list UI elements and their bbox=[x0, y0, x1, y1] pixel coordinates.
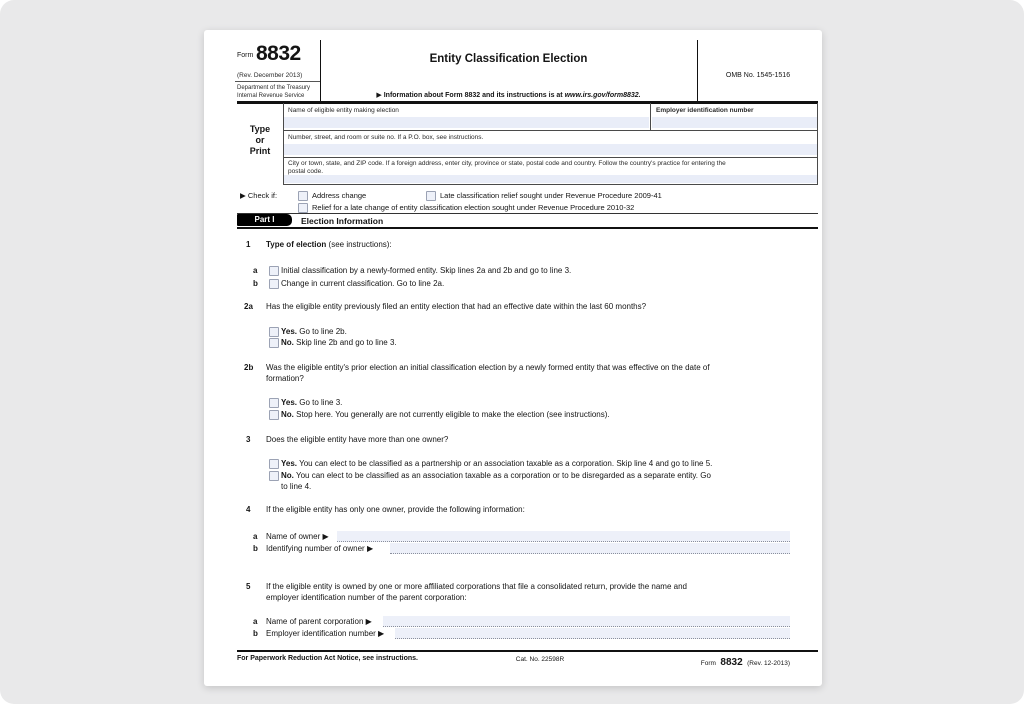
line2a-text: Has the eligible entity previously filed an entity election that had an effective date within the last 60 months? bbox=[266, 302, 647, 311]
part1-bottom-rule bbox=[237, 227, 818, 229]
line5a-letter: a bbox=[253, 617, 258, 626]
line2a-yes-rest: Go to line 2b. bbox=[297, 327, 347, 336]
city-label-line2: postal code. bbox=[288, 168, 324, 175]
header-divider-right bbox=[697, 40, 698, 102]
line2a-no-rest: Skip line 2b and go to line 3. bbox=[293, 338, 397, 347]
checkbox-late-change-relief[interactable] bbox=[298, 203, 308, 213]
city-input[interactable] bbox=[284, 175, 817, 183]
footer-form-word: Form bbox=[700, 660, 716, 667]
checkbox-1b-change-classification[interactable] bbox=[269, 279, 279, 289]
line2b-no-text bbox=[281, 410, 610, 420]
line4b-letter: b bbox=[253, 544, 258, 553]
type-or-print-line: Type bbox=[249, 124, 271, 134]
ein-cell-divider bbox=[650, 103, 651, 130]
info-banner-text: ▶ Information about Form 8832 and its instructions is at bbox=[376, 92, 563, 99]
parent-corporation-ein-input[interactable] bbox=[395, 628, 790, 639]
line2a-no-text bbox=[281, 338, 397, 348]
line3-yes-bold: Yes. bbox=[281, 459, 298, 468]
checkbox-2a-yes[interactable] bbox=[269, 327, 279, 337]
line5b-label: Employer identification number ▶ bbox=[266, 629, 385, 638]
part1-title: Election Information bbox=[301, 216, 384, 226]
ein-label: Employer identification number bbox=[656, 107, 754, 114]
late-relief-label: Late classification relief sought under Revenue Procedure 2009-41 bbox=[440, 191, 662, 200]
line1-text bbox=[266, 240, 392, 250]
line3-text: Does the eligible entity have more than one owner? bbox=[266, 435, 449, 444]
checkbox-3-yes[interactable] bbox=[269, 459, 279, 469]
line3-yes-rest: You can elect to be classified as a partnership or an association taxable as a corporation. Skip line 4 and go to line 5. bbox=[297, 459, 713, 468]
line1-number: 1 bbox=[246, 240, 251, 249]
checkbox-1a-initial-classification[interactable] bbox=[269, 266, 279, 276]
city-label-line1: City or town, state, and ZIP code. If a foreign address, enter city, province or state, postal code and country. Follow the country's practice for entering the bbox=[288, 160, 726, 167]
line2a-no-bold: No. bbox=[281, 338, 294, 347]
footer-catalog-number: Cat. No. 22598R bbox=[515, 656, 565, 663]
type-or-print-line: Print bbox=[249, 146, 271, 156]
form-word: Form bbox=[237, 52, 254, 59]
late-change-relief-label: Relief for a late change of entity classification election sought under Revenue Procedure 2010-32 bbox=[312, 203, 635, 212]
street-label: Number, street, and room or suite no. If a P.O. box, see instructions. bbox=[288, 134, 484, 141]
line3-no-rest: You can elect to be classified as an association taxable as a corporation or to be disregarded as a separate entity. Go bbox=[293, 471, 711, 480]
line4-number: 4 bbox=[246, 505, 251, 514]
line1a-letter: a bbox=[253, 266, 258, 275]
checkbox-2a-no[interactable] bbox=[269, 338, 279, 348]
info-banner-url: www.irs.gov/form8832. bbox=[564, 92, 641, 99]
line2b-text-line2: formation? bbox=[266, 374, 304, 383]
checkbox-late-classification-relief[interactable] bbox=[426, 191, 436, 201]
line4b-label: Identifying number of owner ▶ bbox=[266, 544, 374, 553]
line3-yes-text bbox=[281, 459, 712, 469]
line2a-yes-text bbox=[281, 327, 347, 337]
footer-notice: For Paperwork Reduction Act Notice, see instructions. bbox=[237, 655, 418, 662]
line2a-yes-bold: Yes. bbox=[281, 327, 298, 336]
form-title: Entity Classification Election bbox=[429, 53, 588, 65]
line2b-yes-bold: Yes. bbox=[281, 398, 298, 407]
line1b-letter: b bbox=[253, 279, 258, 288]
form-number: 8832 bbox=[256, 42, 301, 65]
type-or-print-line: or bbox=[255, 135, 265, 145]
parent-corporation-name-input[interactable] bbox=[383, 616, 790, 627]
footer-form-revision: (Rev. 12-2013) bbox=[747, 660, 790, 667]
type-or-print-label bbox=[237, 124, 283, 157]
line5-number: 5 bbox=[246, 582, 251, 591]
form-revision: (Rev. December 2013) bbox=[237, 72, 303, 79]
line4-text: If the eligible entity has only one owner, provide the following information: bbox=[266, 505, 525, 514]
ein-input[interactable] bbox=[652, 117, 817, 128]
line1a-text: Initial classification by a newly-formed entity. Skip lines 2a and 2b and go to line 3. bbox=[281, 266, 572, 275]
line2b-number: 2b bbox=[244, 363, 254, 372]
line2b-no-bold: No. bbox=[281, 410, 294, 419]
entity-name-label: Name of eligible entity making election bbox=[288, 107, 399, 114]
line2b-no-rest: Stop here. You generally are not currently eligible to make the election (see instructions). bbox=[293, 410, 610, 419]
line3-no-text-line1 bbox=[281, 471, 711, 481]
left-block-rule bbox=[235, 81, 320, 82]
line5-text-line2: employer identification number of the parent corporation: bbox=[266, 593, 467, 602]
line3-no-bold: No. bbox=[281, 471, 294, 480]
identifying-number-input[interactable] bbox=[390, 543, 790, 554]
address-change-label: Address change bbox=[312, 191, 367, 200]
line1b-text: Change in current classification. Go to line 2a. bbox=[281, 279, 445, 288]
checkbox-3-no[interactable] bbox=[269, 471, 279, 481]
street-input[interactable] bbox=[284, 144, 817, 155]
line2b-yes-text bbox=[281, 398, 342, 408]
checkbox-address-change[interactable] bbox=[298, 191, 308, 201]
line5-text-line1: If the eligible entity is owned by one or more affiliated corporations that file a consolidated return, provide the name and bbox=[266, 582, 687, 591]
name-of-owner-input[interactable] bbox=[337, 531, 790, 542]
agency-line-2: Internal Revenue Service bbox=[237, 93, 305, 99]
entity-row-divider-1 bbox=[283, 130, 818, 131]
part1-badge: Part I bbox=[237, 214, 292, 226]
omb-number: OMB No. 1545-1516 bbox=[725, 72, 791, 79]
line3-number: 3 bbox=[246, 435, 251, 444]
line2b-text-line1: Was the eligible entity's prior election an initial classification election by a newly formed entity that was effective on the date of bbox=[266, 363, 710, 372]
footer-form-number: 8832 bbox=[720, 657, 743, 668]
line4a-letter: a bbox=[253, 532, 258, 541]
footer-form-id bbox=[640, 652, 790, 670]
line1-text-rest: (see instructions): bbox=[326, 240, 392, 249]
info-banner bbox=[321, 91, 696, 99]
line4a-label: Name of owner ▶ bbox=[266, 532, 329, 541]
line2a-number: 2a bbox=[244, 302, 253, 311]
line5a-label: Name of parent corporation ▶ bbox=[266, 617, 372, 626]
entity-name-input[interactable] bbox=[284, 117, 649, 128]
checkbox-2b-yes[interactable] bbox=[269, 398, 279, 408]
line1-text-bold: Type of election bbox=[266, 240, 327, 249]
line3-no-text-line2: to line 4. bbox=[281, 482, 312, 491]
line2b-yes-rest: Go to line 3. bbox=[297, 398, 343, 407]
checkbox-2b-no[interactable] bbox=[269, 410, 279, 420]
line5b-letter: b bbox=[253, 629, 258, 638]
part1-top-rule bbox=[237, 213, 818, 214]
check-if-label: ▶ Check if: bbox=[240, 191, 278, 200]
agency-line-1: Department of the Treasury bbox=[237, 85, 311, 91]
entity-row-divider-2 bbox=[283, 157, 818, 158]
